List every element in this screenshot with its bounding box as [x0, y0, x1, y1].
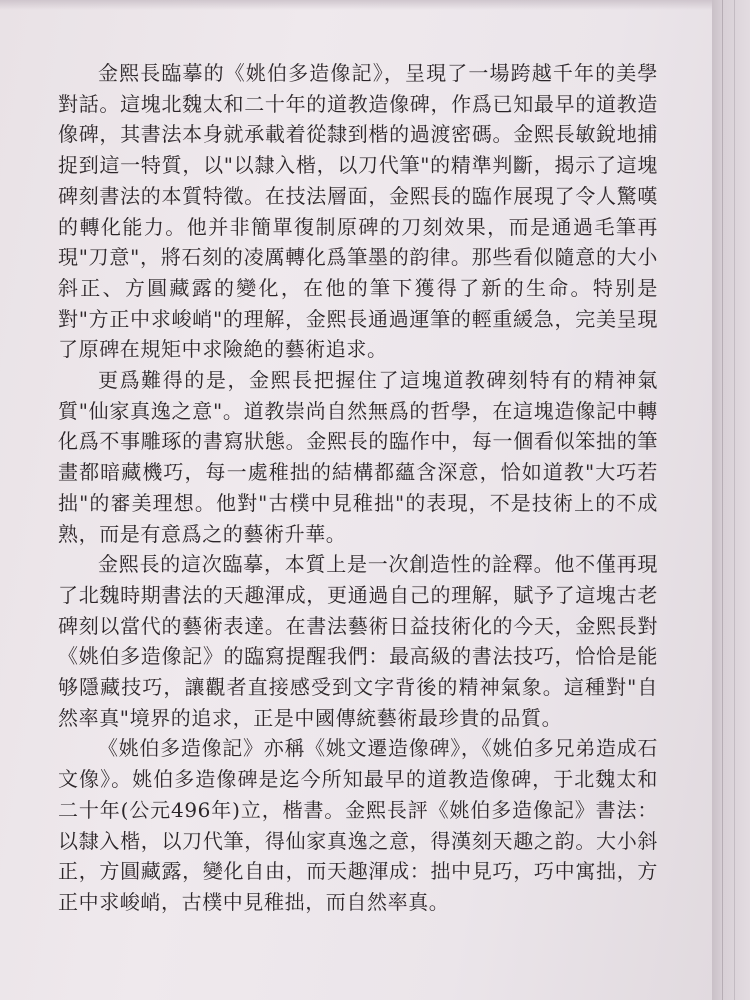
paragraph-4: 《姚伯多造像記》亦稱《姚文遷造像碑》，《姚伯多兄弟造成石文像》。姚伯多造像碑是迄今所知最早的道教造像碑，于北魏太和二十年(公元496年)立，楷書。金熙長評《姚伯多造像記》書法：以隸入楷，以刀代筆，得仙家真逸之意，得漢刻天趣之韵。大小斜正，方圓藏露，變化自由，而天趣渾成：拙中見巧，巧中寓拙，方正中求峻峭，古樸中見稚拙，而自然率真。: [58, 736, 658, 914]
paragraph-1: 金熙長臨摹的《姚伯多造像記》，呈現了一場跨越千年的美學對話。這塊北魏太和二十年的道教造像碑，作爲已知最早的道教造像碑，其書法本身就承載着從隸到楷的過渡密碼。金熙長敏銳地捕捉到這一特質，以"以隸入楷，以刀代筆"的精準判斷，揭示了這塊碑刻書法的本質特徵。在技法層面，金熙長的臨作展現了令人驚嘆的轉化能力。他并非簡單復制原碑的刀刻效果，而是通過毛筆再現"刀意"，將石刻的凌厲轉化爲筆墨的韵律。那些看似隨意的大小斜正、方圓藏露的變化，在他的筆下獲得了新的生命。特别是對"方正中求峻峭"的理解，金熙長通過運筆的輕重緩急，完美呈現了原碑在規矩中求險絶的藝術追求。: [58, 61, 658, 362]
page-stack-edge: [712, 0, 750, 1000]
paragraph-3: 金熙長的這次臨摹，本質上是一次創造性的詮釋。他不僅再現了北魏時期書法的天趣渾成，更通過自己的理解，賦予了這塊古老碑刻以當代的藝術表達。在書法藝術日益技術化的今天，金熙長對《姚伯多造像記》的臨寫提醒我們：最高級的書法技巧，恰恰是能够隱藏技巧，讓觀者直接感受到文字背後的精神氣象。這種對"自然率真"境界的追求，正是中國傳統藝術最珍貴的品質。: [58, 552, 658, 730]
body-text: [58, 58, 658, 918]
page-top-shadow: [0, 0, 712, 10]
paragraph-2: 更爲難得的是，金熙長把握住了這塊道教碑刻特有的精神氣質"仙家真逸之意"。道教崇尚自然無爲的哲學，在這塊造像記中轉化爲不事雕琢的書寫狀態。金熙長的臨作中，每一個看似笨拙的筆畫都暗藏機巧，每一處稚拙的結構都蘊含深意，恰如道教"大巧若拙"的審美理想。他對"古樸中見稚拙"的表現，不是技術上的不成熟，而是有意爲之的藝術升華。: [58, 368, 658, 546]
